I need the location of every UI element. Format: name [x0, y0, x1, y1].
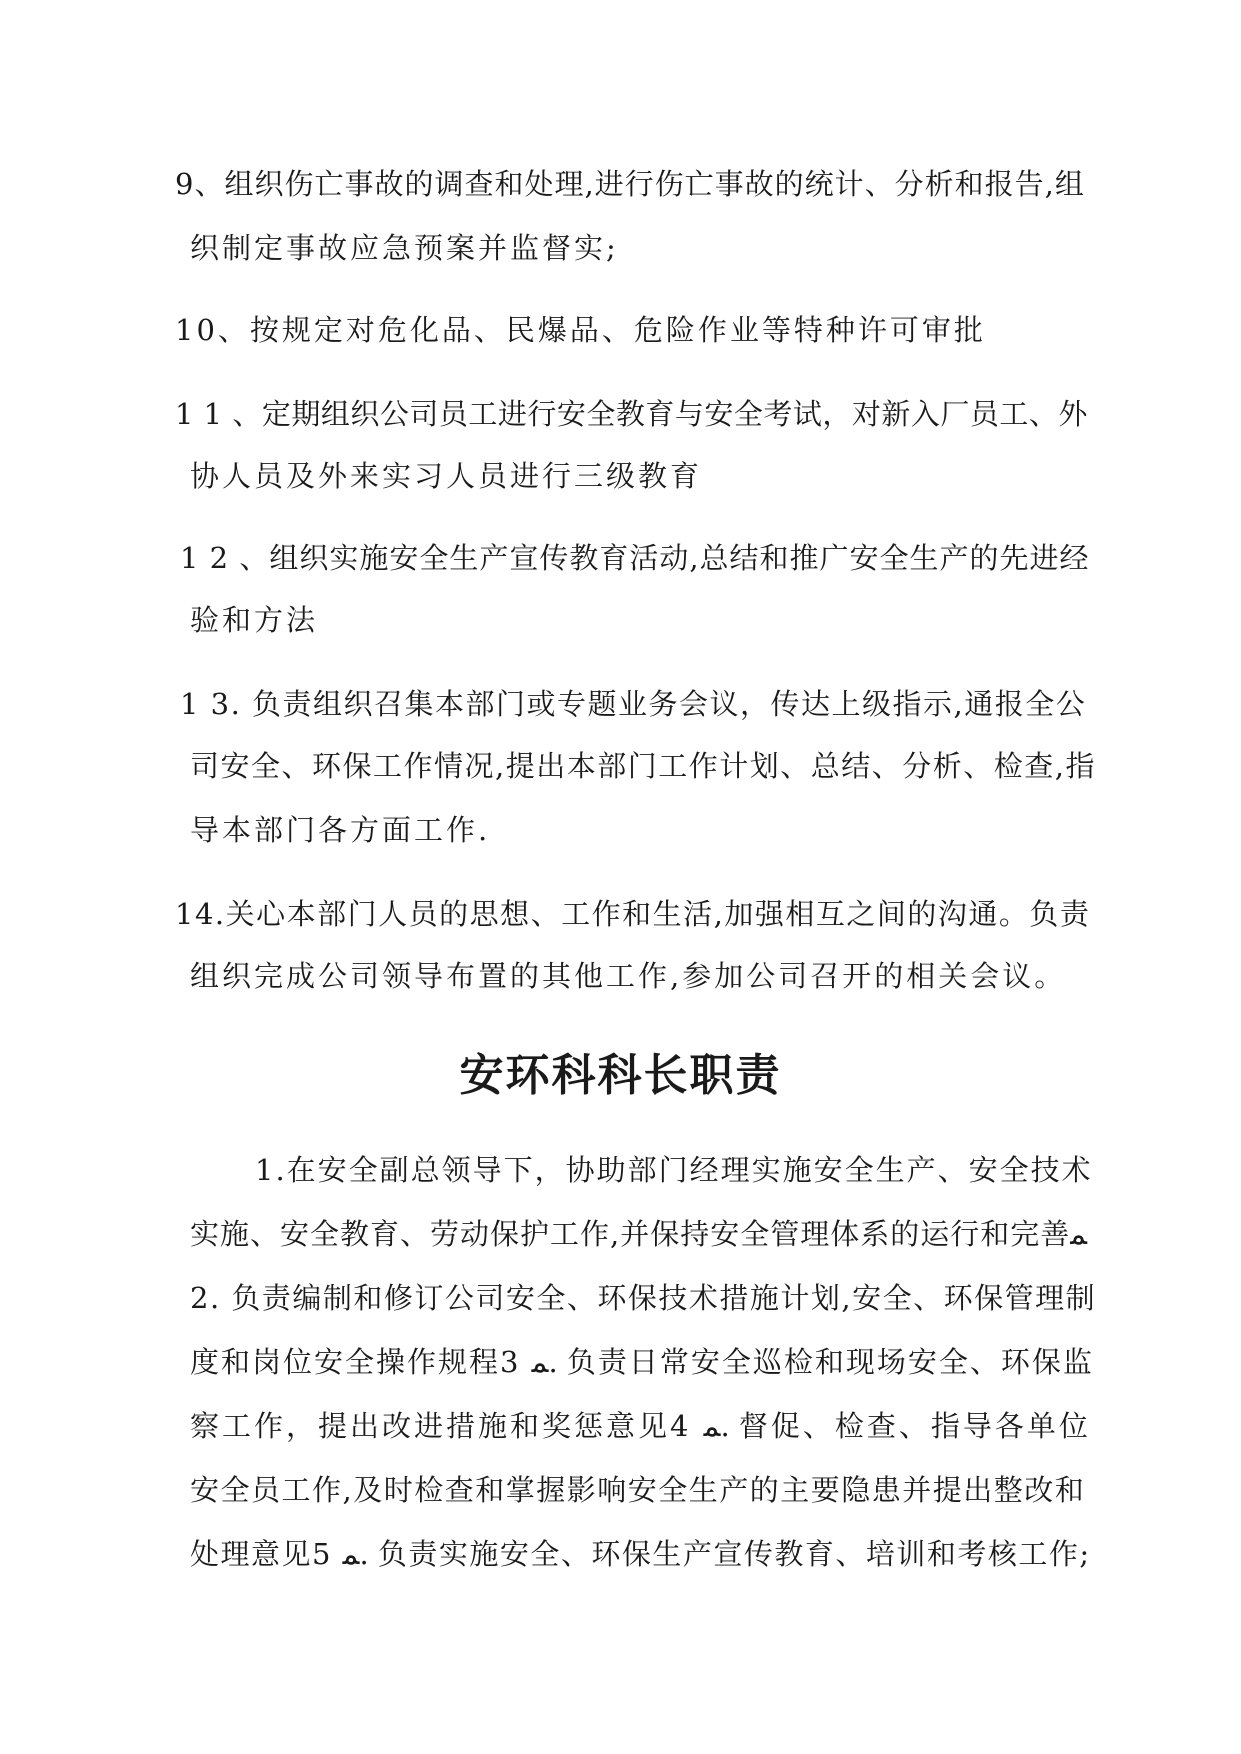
item-14-line-1: 14.关心本部门人员的思想、工作和生活,加强相互之间的沟通。负责 [175, 897, 1091, 931]
duty-line-3: 2. 负责编制和修订公司安全、环保技术措施计划,安全、环保管理制 [190, 1281, 1097, 1315]
item-9-line-2: 织制定事故应急预案并监督实; [190, 231, 619, 265]
item-12-line-2: 验和方法 [190, 603, 319, 637]
duty-line-5: 察工作，提出改进措施和奖惩意见4 ﻤ. 督促、检查、指导各单位 [190, 1409, 1091, 1443]
item-13-line-2: 司安全、环保工作情况,提出本部门工作计划、总结、分析、检查,指 [190, 749, 1096, 783]
item-10-line-1: 10、按规定对危化品、民爆品、危险作业等特种许可审批 [175, 313, 986, 347]
item-13-line-1: 1 3. 负责组织召集本部门或专题业务会议，传达上级指示,通报全公 [180, 687, 1087, 721]
item-11-line-1: 1 1 、定期组织公司员工进行安全教育与安全考试，对新入厂员工、外 [175, 397, 1088, 431]
item-13-line-3: 导本部门各方面工作. [190, 813, 491, 847]
item-9-line-1: 9、组织伤亡事故的调查和处理,进行伤亡事故的统计、分析和报告,组 [175, 167, 1085, 201]
duty-line-6: 安全员工作,及时检查和掌握影响安全生产的主要隐患并提出整改和 [190, 1473, 1086, 1507]
duty-line-1: 1.在安全副总领导下，协助部门经理实施安全生产、安全技术 [255, 1153, 1093, 1187]
item-12-line-1: 1 2 、组织实施安全生产宣传教育活动,总结和推广安全生产的先进经 [180, 541, 1090, 575]
section-title: 安环科科长职责 [459, 1050, 782, 1101]
duty-line-2: 实施、安全教育、劳动保护工作,并保持安全管理体系的运行和完善﻿ﻤ [190, 1217, 1087, 1251]
duty-line-4: 度和岗位安全操作规程3 ﻤ. 负责日常安全巡检和现场安全、环保监 [190, 1345, 1094, 1379]
item-11-line-2: 协人员及外来实习人员进行三级教育 [190, 459, 703, 493]
duty-line-7: 处理意见5 ﻤ. 负责实施安全、环保生产宣传教育、培训和考核工作; [190, 1537, 1091, 1571]
item-14-line-2: 组织完成公司领导布置的其他工作,参加公司召开的相关会议。 [190, 959, 1067, 993]
